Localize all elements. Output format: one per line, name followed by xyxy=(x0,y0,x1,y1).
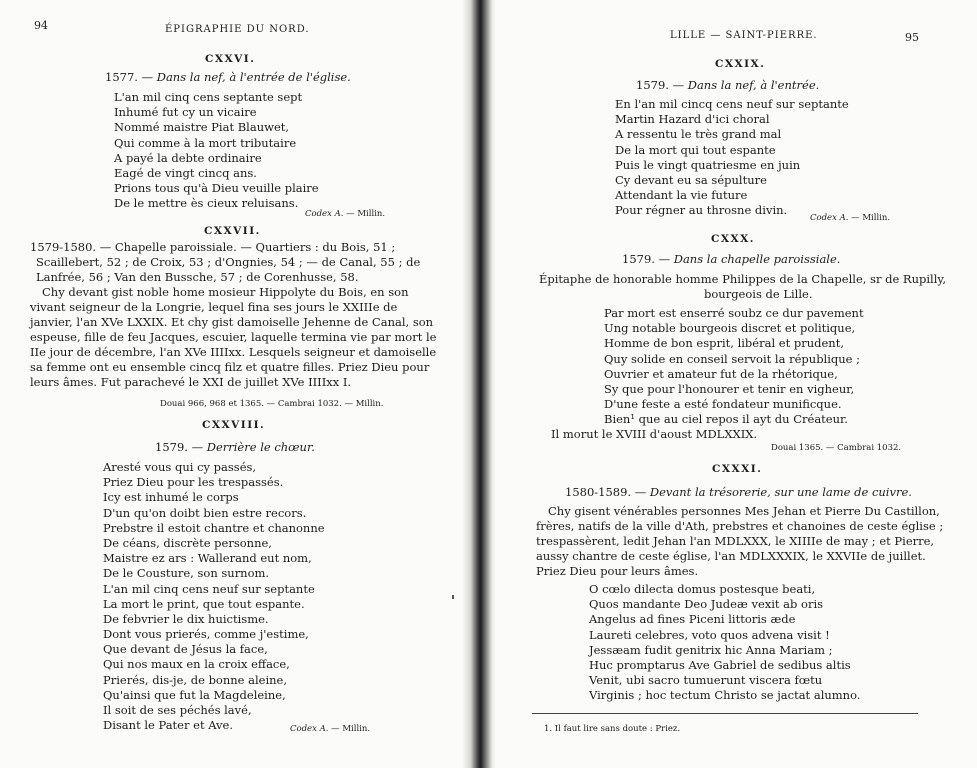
verse-line: Bien¹ que au ciel repos il ayt du Créateur. xyxy=(604,412,848,427)
verse-line: Qui nos maux en la croix efface, xyxy=(103,657,290,672)
source-citation xyxy=(810,213,890,223)
codex-ref: Codex A. xyxy=(305,209,344,219)
verse-line: Prions tous qu'à Dieu veuille plaire xyxy=(114,181,319,196)
section-location: Dans la nef, à l'entrée de l'église. xyxy=(156,70,351,84)
verse-line: De le mettre ès cieux reluisans. xyxy=(114,196,299,211)
verse-line: La mort le print, que tout espante. xyxy=(103,596,305,611)
verse-line: Aresté vous qui cy passés, xyxy=(103,460,257,474)
section-date-line xyxy=(155,440,315,454)
section-number: CXXX. xyxy=(711,233,755,245)
source-citation xyxy=(305,209,385,219)
verse-line: Virginis ; hoc tectum Christo se jactat alumno. xyxy=(589,688,861,703)
prose-line: 1579-1580. — Chapelle paroissiale. — Quartiers : du Bois, 51 ; xyxy=(30,240,396,254)
verse-line: A ressentu le très grand mal xyxy=(615,127,782,142)
verse-line: Pour régner au throsne divin. xyxy=(615,203,788,218)
section-location: Dans la nef, à l'entrée. xyxy=(687,78,820,92)
section-year: 1580-1589. — xyxy=(565,485,647,499)
verse-line: Quos mandante Deo Judeæ vexit ab oris xyxy=(589,597,824,612)
verse-line: L'an mil cinq cens neuf sur septante xyxy=(103,581,315,596)
left-page xyxy=(0,0,462,768)
verse-line: Maistre ez ars : Wallerand eut nom, xyxy=(103,551,312,566)
section-date-line xyxy=(105,70,351,84)
section-number: CXXXI. xyxy=(712,463,763,475)
death-note: Il morut le XVIII d'aoust MDLXXIX. xyxy=(551,427,758,441)
prose-line: Chy gisent vénérables personnes Mes Jehan et Pierre Du Castillon, xyxy=(548,504,940,518)
verse-line: Homme de bon esprit, libéral et prudent, xyxy=(604,336,844,351)
citation-rest: — Millin. xyxy=(851,213,891,223)
section-year: 1579. — xyxy=(155,440,204,454)
verse-line: En l'an mil cincq cens neuf sur septante xyxy=(615,97,849,111)
verse-line: De le Cousture, son surnom. xyxy=(103,566,270,581)
prose-line: trespassèrent, ledit Jehan l'an MDLXXX, le XIIIIe de may ; et Pierre, xyxy=(536,534,935,548)
intro-line: bourgeois de Lille. xyxy=(704,287,813,301)
epitaph-verse xyxy=(604,306,864,428)
verse-line: Icy est inhumé le corps xyxy=(103,490,239,505)
epitaph-verse xyxy=(103,460,325,733)
latin-inscription xyxy=(589,582,860,704)
section-location: Derrière le chœur. xyxy=(206,440,315,454)
verse-line: Il soit de ses péchés lavé, xyxy=(103,703,252,717)
epitaph-verse xyxy=(114,90,319,212)
section-date-line xyxy=(565,485,912,499)
running-head: LILLE — SAINT-PIERRE. xyxy=(670,30,818,41)
verse-line: Laureti celebres, voto quos advena visit ! xyxy=(589,627,830,642)
prose-line: espeuse, fille de feu Jacques, escuier, laquelle termina vie par mort le xyxy=(30,330,437,344)
prose-line: vivant seigneur de la Longrie, lequel fina ses jours le XXIIIe de xyxy=(30,300,398,314)
verse-line: Puis le vingt quatriesme en juin xyxy=(615,157,801,172)
verse-line: Sy que pour l'honourer et tenir en vigheur, xyxy=(604,381,855,396)
verse-line: Quy solide en conseil servoit la république ; xyxy=(604,351,861,366)
section-number: CXXVII. xyxy=(204,225,261,237)
codex-ref: Codex A. xyxy=(810,213,849,223)
verse-line: Eagé de vingt cincq ans. xyxy=(114,165,257,180)
section-number: CXXIX. xyxy=(715,58,766,70)
verse-line: Par mort est enserré soubz ce dur pavement xyxy=(604,306,864,320)
verse-line: Ung notable bourgeois discret et politique, xyxy=(604,321,856,336)
book-gutter xyxy=(462,0,496,768)
verse-line: D'une feste a esté fondateur munificque. xyxy=(604,397,842,412)
section-number: CXXVI. xyxy=(205,53,256,65)
verse-line: Que devant de Jésus la face, xyxy=(103,642,268,657)
intro-line: Épitaphe de honorable homme Philippes de la Chapelle, sr de Rupilly, xyxy=(539,272,947,286)
prose-line: janvier, l'an XVe LXXIX. Et chy gist damoiselle Jehenne de Canal, son xyxy=(30,315,434,329)
verse-line: De céans, discrète personne, xyxy=(103,535,272,550)
verse-line: L'an mil cinq cens septante sept xyxy=(114,90,303,104)
verse-line: Ouvrier et amateur fut de la rhétorique, xyxy=(604,366,838,381)
prose-line: leurs âmes. Fut parachevé le XXI de juillet XVe IIIIxx I. xyxy=(30,375,352,389)
prose-line: aussy chantre de ceste église, l'an MDLXXXIX, le XXVIIe de juillet. xyxy=(536,549,926,563)
verse-line: Qu'ainsi que fut la Magdeleine, xyxy=(103,687,286,702)
footnote-rule xyxy=(532,713,918,714)
verse-line: Angelus ad fines Piceni littoris æde xyxy=(589,612,796,627)
source-citation: Douai 1365. — Cambrai 1032. xyxy=(771,443,902,453)
epitaph-intro xyxy=(539,272,946,302)
verse-line: Jessæam fudit genitrix hic Anna Mariam ; xyxy=(589,642,833,657)
section-location: Dans la chapelle paroissiale. xyxy=(673,252,841,266)
codex-ref: Codex A. xyxy=(290,724,329,734)
verse-line: A payé la debte ordinaire xyxy=(114,150,262,165)
citation-rest: — Millin. xyxy=(331,724,371,734)
verse-line: De la mort qui tout espante xyxy=(615,142,776,157)
verse-line: Huc promptarus Ave Gabriel de sedibus altis xyxy=(589,657,851,672)
section-year: 1579. — xyxy=(636,78,685,92)
epitaph-verse xyxy=(615,97,849,219)
verse-line: Inhumé fut cy un vicaire xyxy=(114,105,257,120)
epitaph-prose xyxy=(536,504,943,579)
page-number: 94 xyxy=(34,19,48,32)
verse-line: Attendant la vie future xyxy=(615,188,748,203)
verse-line: Qui comme à la mort tributaire xyxy=(114,135,297,150)
section-number: CXXVIII. xyxy=(202,419,266,431)
verse-line: Prebstre il estoit chantre et chanonne xyxy=(103,520,325,535)
prose-line: Chy devant gist noble home mosieur Hippolyte du Bois, en son xyxy=(42,285,409,299)
verse-line: Cy devant eu sa sépulture xyxy=(615,172,767,187)
footnote: 1. Il faut lire sans doute : Priez. xyxy=(544,724,681,734)
verse-line: Nommé maistre Piat Blauwet, xyxy=(114,120,290,135)
verse-line: Martin Hazard d'ici choral xyxy=(615,112,770,127)
verse-line: Prierés, dis-je, de bonne aleine, xyxy=(103,672,288,687)
prose-line: Priez Dieu pour leurs âmes. xyxy=(536,564,699,578)
verse-line: D'un qu'on doibt bien estre recors. xyxy=(103,505,307,520)
verse-line: Disant le Pater et Ave. xyxy=(103,718,234,733)
page-number: 95 xyxy=(905,31,919,44)
source-citation xyxy=(290,724,370,734)
right-page xyxy=(496,0,977,768)
verse-line: Dont vous prierés, comme j'estime, xyxy=(103,627,309,642)
prose-line: frères, natifs de la ville d'Ath, prebstres et chanoines de ceste église ; xyxy=(536,519,944,533)
section-date-line xyxy=(622,252,840,266)
section-location: Devant la trésorerie, sur une lame de cuivre. xyxy=(649,485,912,499)
prose-line: sa femme ont eu ensemble cincq filz et quatre filles. Priez Dieu pour xyxy=(30,360,430,374)
section-year: 1577. — xyxy=(105,70,154,84)
section-date-line xyxy=(636,78,819,92)
prose-line: Lanfrée, 56 ; Van den Bussche, 57 ; de Corenhusse, 58. xyxy=(36,270,359,284)
section-year: 1579. — xyxy=(622,252,671,266)
prose-line: Scaillebert, 52 ; de Croix, 53 ; d'Ongnies, 54 ; — de Canal, 55 ; de xyxy=(36,255,421,269)
verse-line: O cœlo dilecta domus postesque beati, xyxy=(589,582,816,596)
verse-line: Priez Dieu pour les trespassés. xyxy=(103,475,284,490)
prose-line: IIe jour de décembre, l'an XVe IIIIxx. Lesquels seigneur et damoiselle xyxy=(30,345,437,359)
running-head: ÉPIGRAPHIE DU NORD. xyxy=(165,24,310,35)
source-citation: Douai 966, 968 et 1365. — Cambrai 1032. — Millin. xyxy=(160,399,384,409)
citation-rest: — Millin. xyxy=(346,209,386,219)
verse-line: De febvrier le dix huictisme. xyxy=(103,611,269,626)
epitaph-prose xyxy=(30,240,436,390)
verse-line: Venit, ubi sacro tumuerunt viscera fœtu xyxy=(589,673,823,688)
